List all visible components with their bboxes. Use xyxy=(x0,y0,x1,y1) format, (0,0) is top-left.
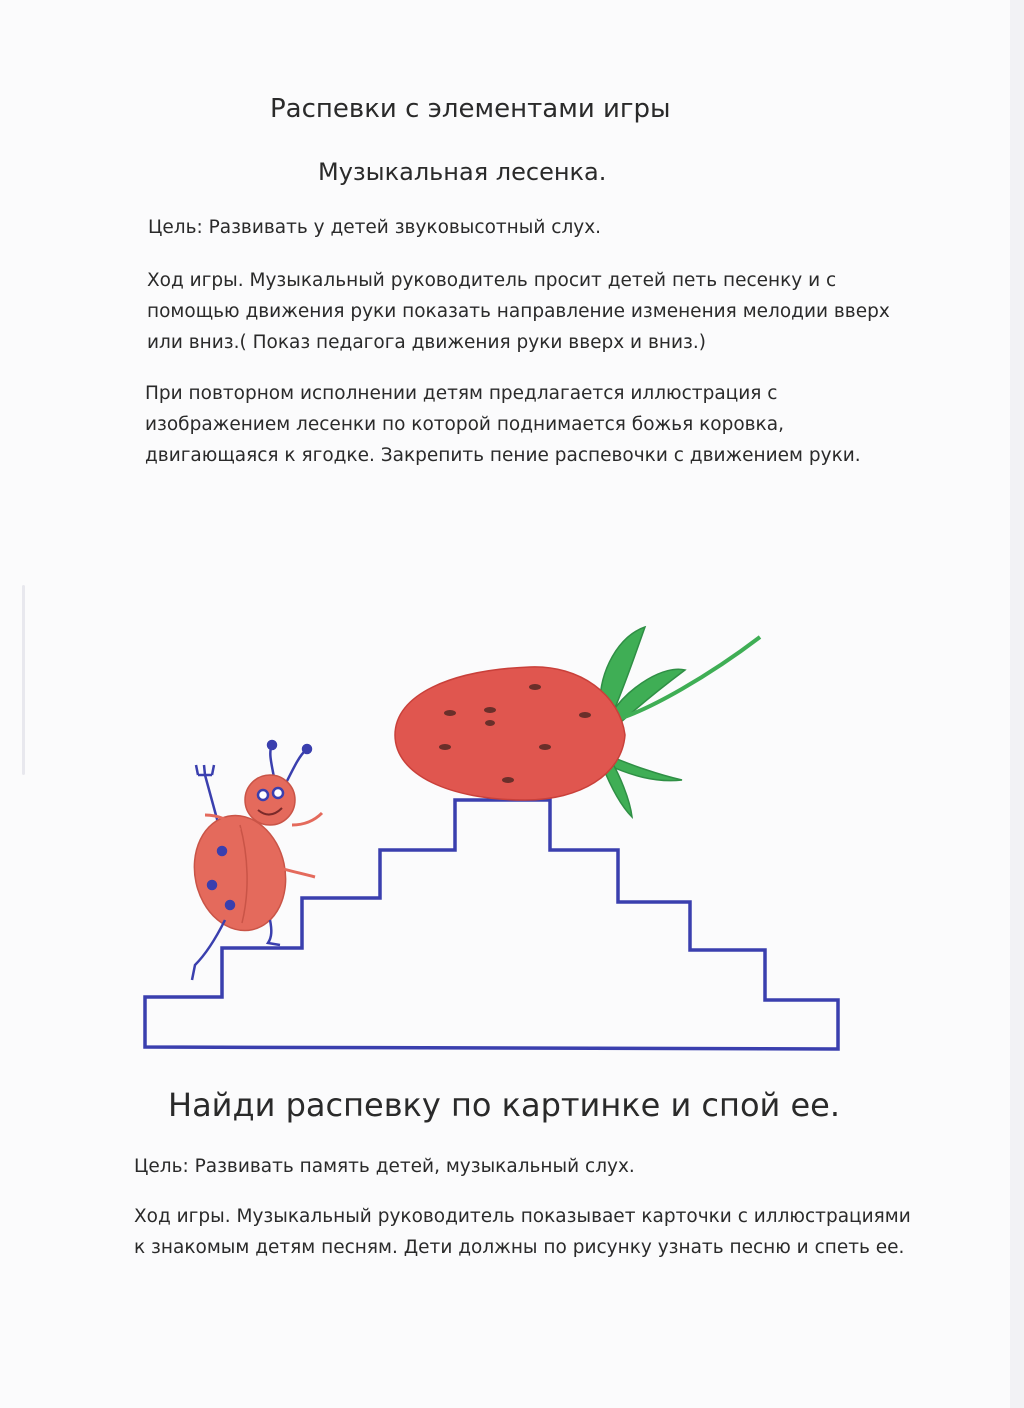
strawberry xyxy=(395,667,625,800)
game1-title: Музыкальная лесенка. xyxy=(318,158,607,186)
game1-course: Ход игры. Музыкальный руководитель просит детей петь песенку и с помощью движения руки показать направление изменения мелодии вверх или вниз.( Показ педагога движения руки вверх и вниз.) xyxy=(147,270,890,353)
page-edge-shadow xyxy=(1010,0,1024,1408)
game2-course: Ход игры. Музыкальный руководитель показывает карточки с иллюстрациями к знакомым детям песням. Дети должны по рисунку узнать песню и спеть ее. xyxy=(134,1206,911,1258)
document-title: Распевки с элементами игры xyxy=(270,94,671,124)
game2-goal: Цель: Развивать память детей, музыкальный слух. xyxy=(134,1156,635,1177)
ladder-illustration xyxy=(130,615,860,1065)
game1-goal: Цель: Развивать у детей звуковысотный слух. xyxy=(148,217,602,238)
game2-title: Найди распевку по картинке и спой ее. xyxy=(168,1086,841,1124)
game1-note: При повторном исполнении детям предлагается иллюстрация с изображением лесенки по которой поднимается божья коровка, двигающаяся к ягодке. Закрепить пение распевочки с движением руки. xyxy=(145,383,861,466)
strawberry-leaves xyxy=(600,627,760,817)
scan-mark xyxy=(22,585,25,775)
